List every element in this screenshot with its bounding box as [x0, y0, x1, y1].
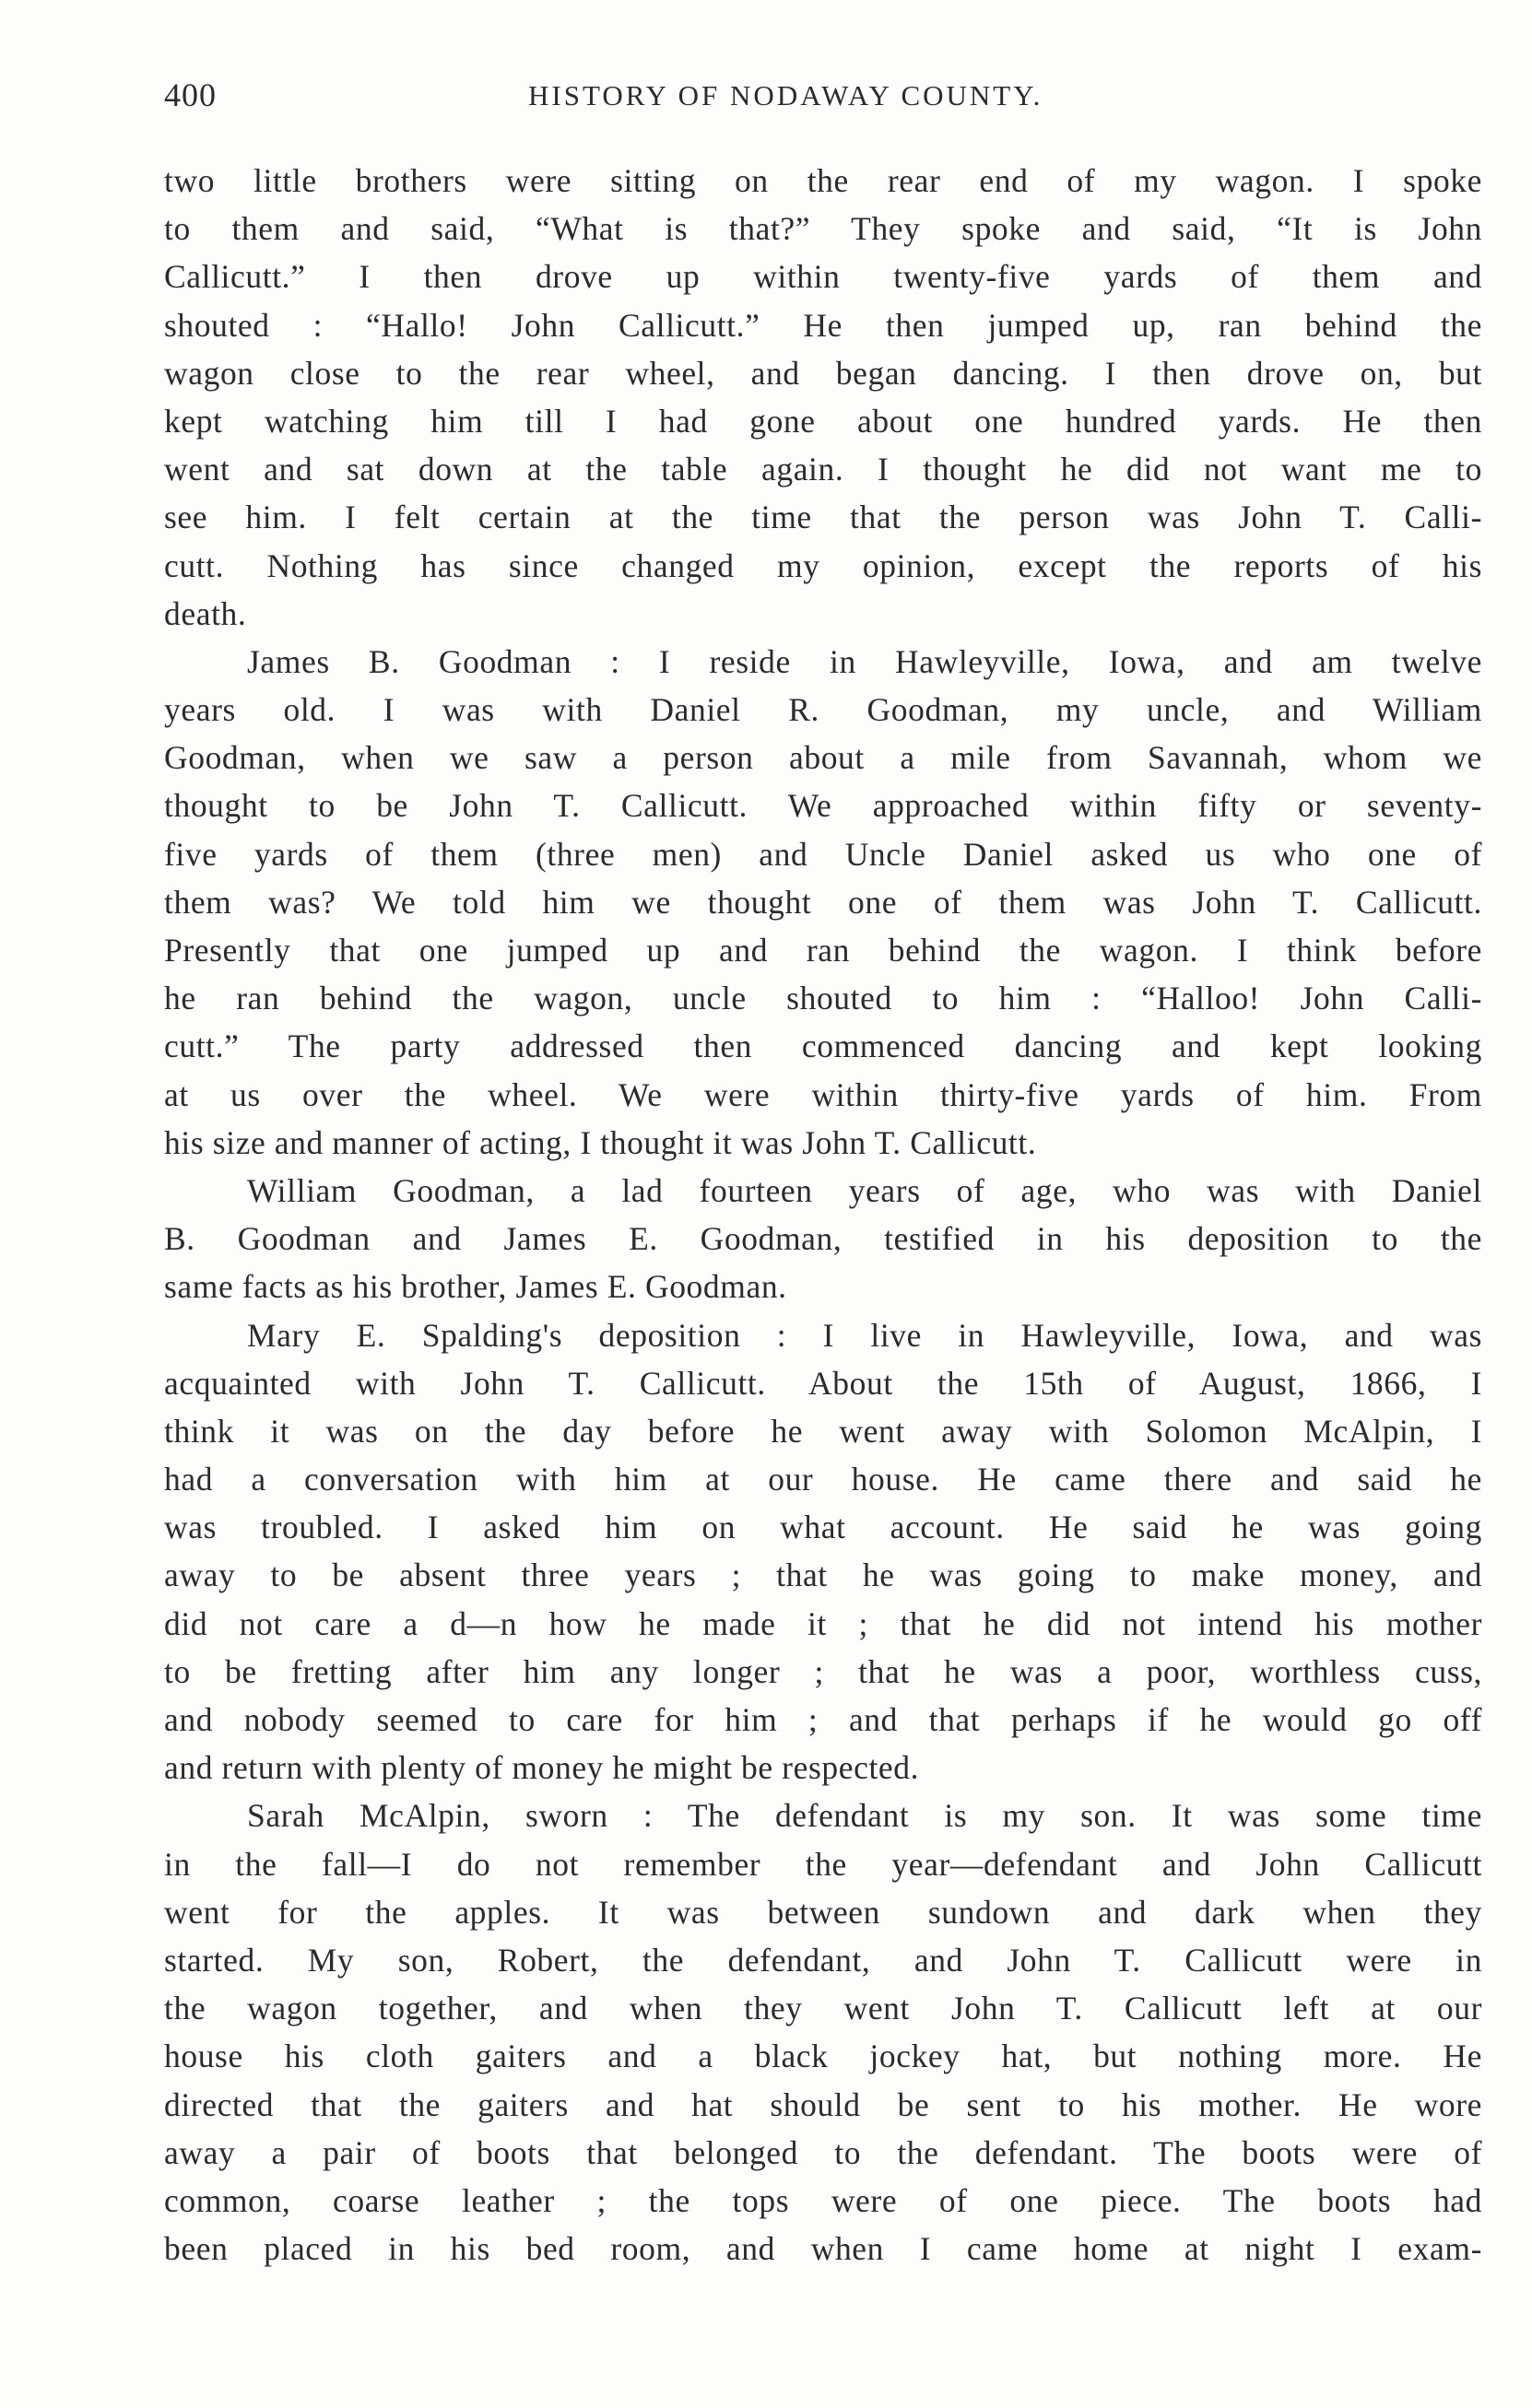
text-line: at us over the wheel. We were within thirty-five yards of him. From [164, 1075, 1482, 1113]
body-text [164, 157, 1482, 2273]
text-line: same facts as his brother, James E. Goodman. [164, 1268, 787, 1306]
paragraph [164, 638, 1482, 1167]
text-line: Goodman, when we saw a person about a mile from Savannah, whom we [164, 739, 1482, 777]
paragraph [164, 1791, 1482, 2273]
text-line: been placed in his bed room, and when I came home at night I exam- [164, 2230, 1482, 2268]
paragraph [164, 1167, 1482, 1311]
text-line: B. Goodman and James E. Goodman, testified in his deposition to the [164, 1220, 1482, 1258]
text-line: thought to be John T. Callicutt. We approached within fifty or seventy- [164, 787, 1482, 825]
text-line: think it was on the day before he went away with Solomon McAlpin, I [164, 1412, 1482, 1450]
text-line: went for the apples. It was between sundown and dark when they [164, 1893, 1482, 1931]
page-number: 400 [164, 76, 217, 113]
text-line: two little brothers were sitting on the rear end of my wagon. I spoke [164, 162, 1482, 199]
text-line: wagon close to the rear wheel, and began dancing. I then drove on, but [164, 354, 1482, 392]
text-line: them was? We told him we thought one of them was John T. Callicutt. [164, 883, 1482, 921]
text-line: was troubled. I asked him on what account. He said he was going [164, 1509, 1482, 1546]
text-line: to be fretting after him any longer ; that he was a poor, worthless cuss, [164, 1652, 1482, 1690]
text-line: to them and said, “What is that?” They spoke and said, “It is John [164, 210, 1482, 248]
text-line: see him. I felt certain at the time that the person was John T. Calli- [164, 499, 1482, 536]
text-line: the wagon together, and when they went John T. Callicutt left at our [164, 1990, 1482, 2027]
text-line: kept watching him till I had gone about one hundred yards. He then [164, 402, 1482, 440]
text-line: had a conversation with him at our house. He came there and said he [164, 1461, 1482, 1498]
paragraph [164, 1311, 1482, 1792]
text-line: away a pair of boots that belonged to the defendant. The boots were of [164, 2133, 1482, 2171]
text-line: house his cloth gaiters and a black jockey hat, but nothing more. He [164, 2038, 1482, 2075]
text-line: acquainted with John T. Callicutt. About the 15th of August, 1866, I [164, 1364, 1482, 1402]
text-line: cutt.” The party addressed then commenced dancing and kept looking [164, 1028, 1482, 1065]
text-line: Callicutt.” I then drove up within twenty-five yards of them and [164, 258, 1482, 296]
text-line: cutt. Nothing has since changed my opinion, except the reports of his [164, 546, 1482, 584]
text-line: Sarah McAlpin, sworn : The defendant is my son. It was some time [247, 1797, 1482, 1835]
text-line: and return with plenty of money he might be respected. [164, 1749, 920, 1787]
text-line: in the fall—I do not remember the year—defendant and John Callicutt [164, 1845, 1482, 1883]
text-line: years old. I was with Daniel R. Goodman, my uncle, and William [164, 691, 1482, 729]
text-line: started. My son, Robert, the defendant, and John T. Callicutt were in [164, 1941, 1482, 1979]
text-line: death. [164, 594, 247, 632]
text-line: he ran behind the wagon, uncle shouted to him : “Halloo! John Calli- [164, 980, 1482, 1017]
running-title: HISTORY OF NODAWAY COUNTY. [528, 79, 1043, 112]
text-line: James B. Goodman : I reside in Hawleyville, Iowa, and am twelve [247, 642, 1482, 680]
text-line: shouted : “Hallo! John Callicutt.” He then jumped up, ran behind the [164, 306, 1482, 344]
paragraph [164, 157, 1482, 638]
text-line: William Goodman, a lad fourteen years of age, who was with Daniel [247, 1171, 1482, 1209]
text-line: his size and manner of acting, I thought it was John T. Callicutt. [164, 1123, 1037, 1161]
text-line: common, coarse leather ; the tops were of one piece. The boots had [164, 2181, 1482, 2219]
text-line: away to be absent three years ; that he was going to make money, and [164, 1556, 1482, 1594]
text-line: Presently that one jumped up and ran behind the wagon. I think before [164, 932, 1482, 969]
text-line: did not care a d—n how he made it ; that he did not intend his mother [164, 1604, 1482, 1642]
text-line: went and sat down at the table again. I thought he did not want me to [164, 451, 1482, 488]
text-line: five yards of them (three men) and Uncle Daniel asked us who one of [164, 835, 1482, 873]
page-header [164, 76, 1496, 122]
text-line: and nobody seemed to care for him ; and that perhaps if he would go off [164, 1701, 1482, 1738]
text-line: directed that the gaiters and hat should be sent to his mother. He wore [164, 2085, 1482, 2123]
text-line: Mary E. Spalding's deposition : I live in Hawleyville, Iowa, and was [247, 1316, 1482, 1354]
